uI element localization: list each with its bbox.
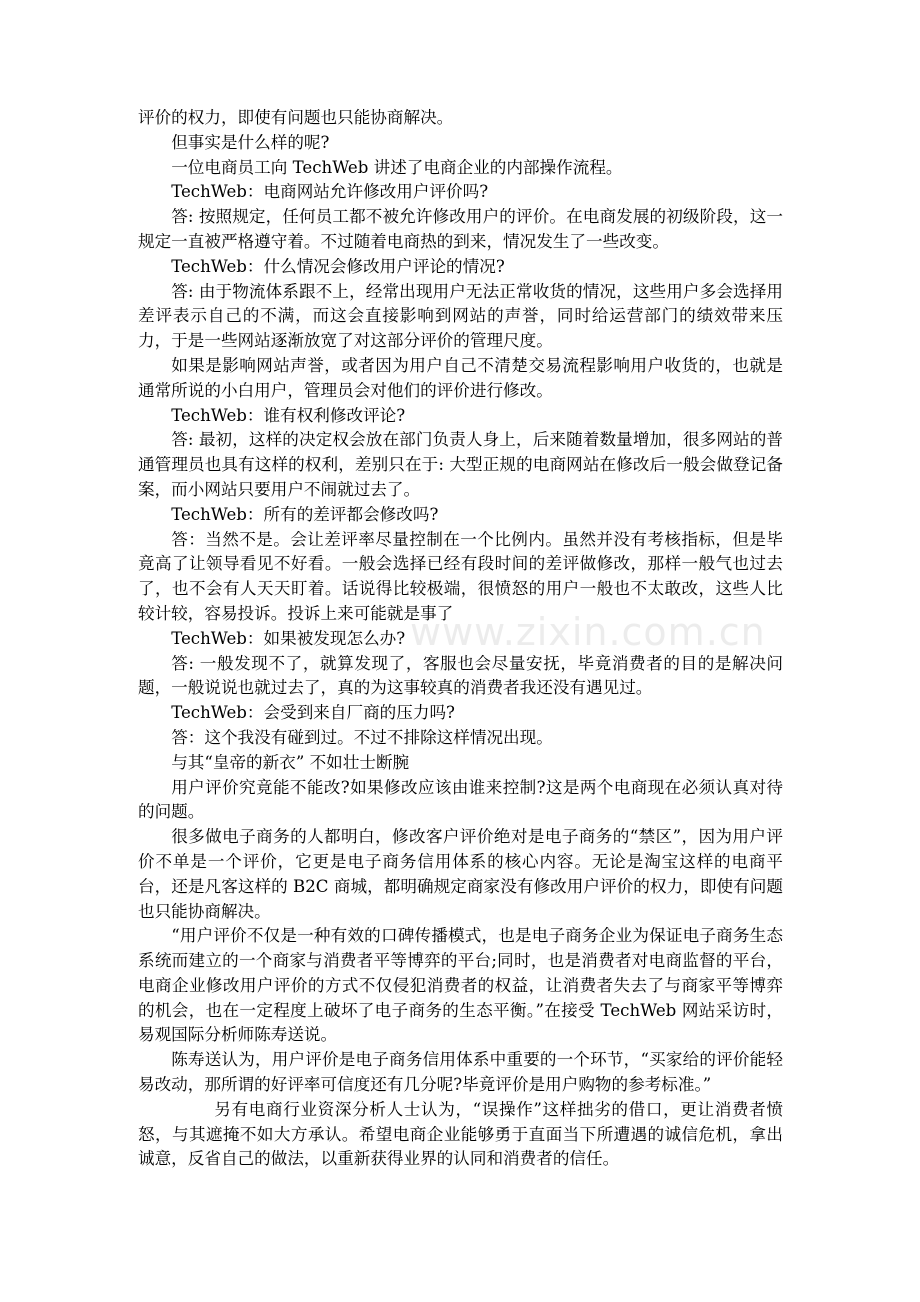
paragraph: 答: 最初，这样的决定权会放在部门负责人身上，后来随着数量增加，很多网站的普通管理员也具有这样的权利，差别只在于: 大型正规的电商网站在修改后一般会做登记备案，而小网站只要用户不闹就过去了。: [138, 430, 783, 499]
paragraph: 评价的权力，即使有问题也只能协商解决。: [138, 108, 454, 127]
paragraph: 如果是影响网站声誉，或者因为用户自己不清楚交易流程影响用户收货的，也就是通常所说的小白用户，管理员会对他们的评价进行修改。: [138, 355, 783, 400]
paragraph: 用户评价究竟能不能改?如果修改应该由谁来控制?这是两个电商现在必须认真对待的问题。: [138, 777, 783, 822]
paragraph: 另有电商行业资深分析人士认为，“误操作”这样拙劣的借口，更让消费者愤怒，与其遮掩不如大方承认。希望电商企业能够勇于直面当下所遭遇的诚信危机，拿出诚意，反省自己的做法，以重新获得业界的认同和消费者的信任。: [138, 1099, 783, 1169]
paragraph: TechWeb：会受到来自厂商的压力吗?: [171, 703, 455, 723]
paragraph: 但事实是什么样的呢?: [171, 132, 330, 152]
paragraph: 答：这个我没有碰到过。不过不排除这样情况出现。: [171, 727, 553, 747]
section-heading: 与其“皇帝的新衣” 不如壮士断腕: [171, 752, 410, 772]
paragraph: TechWeb：电商网站允许修改用户评价吗?: [171, 182, 489, 202]
document-page: [138, 106, 783, 1172]
paragraph: 一位电商员工向 TechWeb 讲述了电商企业的内部操作流程。: [171, 157, 623, 177]
paragraph: TechWeb：所有的差评都会修改吗?: [171, 504, 439, 524]
paragraph: 很多做电子商务的人都明白，修改客户评价绝对是电子商务的“禁区”，因为用户评价不单是一个评价，它更是电子商务信用体系的核心内容。无论是淘宝这样的电商平台，还是凡客这样的 B2C 商城，都明确规定商家没有修改用户评价的权力，即使有问题也只能协商解决。: [138, 827, 783, 921]
paragraph: TechWeb：谁有权利修改评论?: [171, 405, 406, 425]
paragraph: 陈寿送认为，用户评价是电子商务信用体系中重要的一个环节，“买家给的评价能轻易改动，那所谓的好评率可信度还有几分呢?毕竟评价是用户购物的参考标准。”: [138, 1050, 783, 1095]
paragraph: 答: 由于物流体系跟不上，经常出现用户无法正常收货的情况，这些用户多会选择用差评表示自己的不满，而这会直接影响到网站的声誉，同时给运营部门的绩效带来压力，于是一些网站逐渐放宽了对这部分评价的管理尺度。: [138, 281, 783, 351]
paragraph: 答: 一般发现不了，就算发现了，客服也会尽量安抚，毕竟消费者的目的是解决问题，一般说说也就过去了，真的为这事较真的消费者我还没有遇见过。: [138, 653, 783, 698]
paragraph: TechWeb：如果被发现怎么办?: [171, 628, 406, 648]
watermark: www.zixin.com.cn: [410, 610, 766, 654]
paragraph: “用户评价不仅是一种有效的口碑传播模式，也是电子商务企业为保证电子商务生态系统而建立的一个商家与消费者平等博弈的平台;同时，也是消费者对电商监督的平台，电商企业修改用户评价的方式不仅侵犯消费者的权益，让消费者失去了与商家平等博弈的机会，也在一定程度上破坏了电子商务的生态平衡。”在接受 TechWeb 网站采访时，易观国际分析师陈寿送说。: [138, 926, 783, 1045]
paragraph: 答: 按照规定，任何员工都不被允许修改用户的评价。在电商发展的初级阶段，这一规定一直被严格遵守着。不过随着电商热的到来，情况发生了一些改变。: [138, 207, 783, 251]
paragraph: 答：当然不是。会让差评率尽量控制在一个比例内。虽然并没有考核指标，但是毕竟高了让领导看见不好看。一般会选择已经有段时间的差评做修改，那样一般气也过去了，也不会有人天天盯着。话说得比较极端，很愤怒的用户一般也不太敢改，这些人比较计较，容易投诉。投诉上来可能就是事了: [138, 529, 783, 623]
paragraph: TechWeb：什么情况会修改用户评论的情况?: [171, 256, 505, 276]
